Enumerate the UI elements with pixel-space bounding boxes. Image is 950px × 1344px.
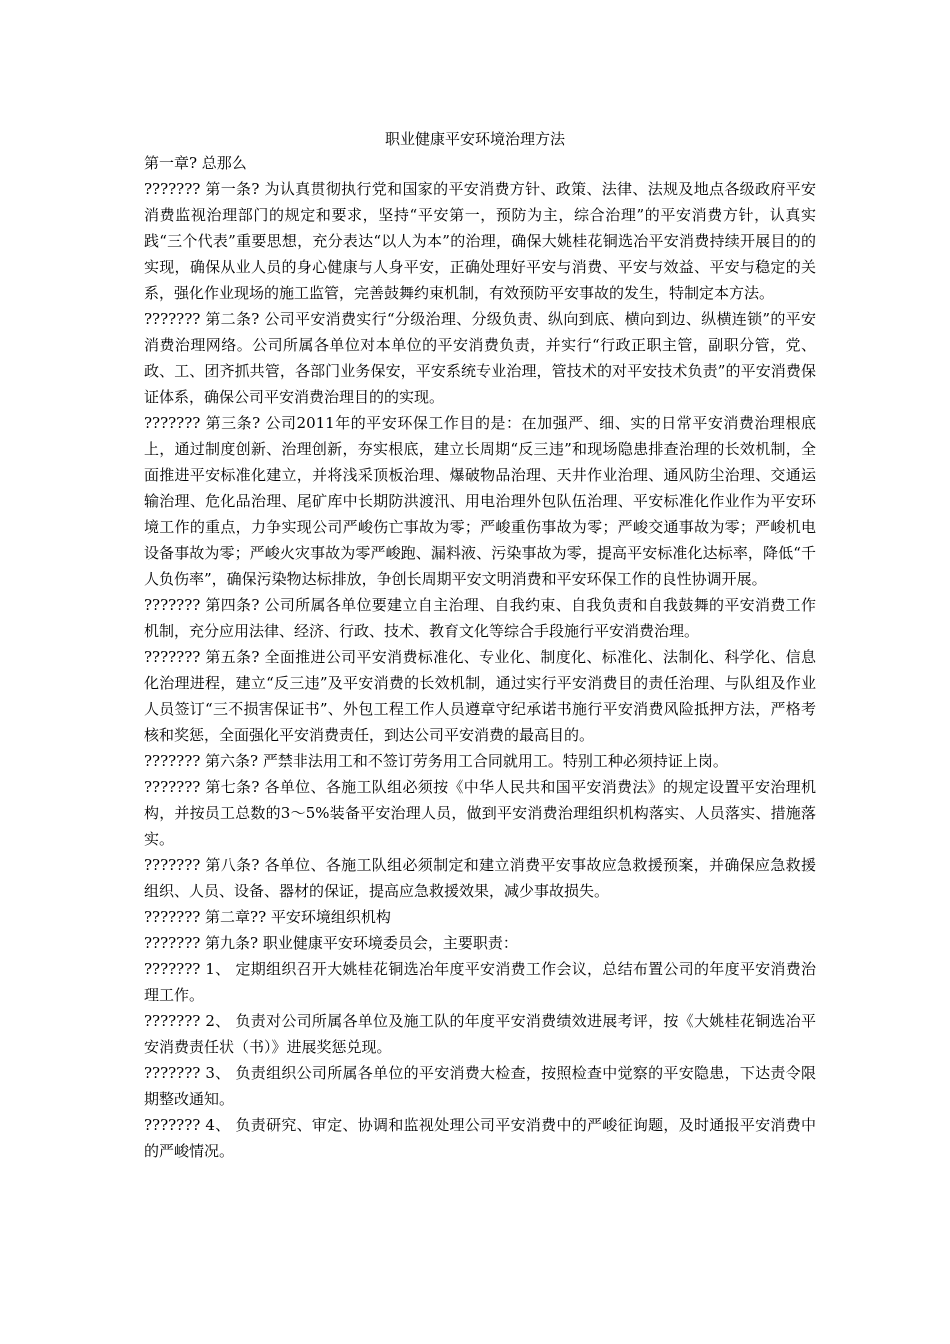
list-item: ??????? 2、 负责对公司所属各单位及施工队的年度平安消费绩效进展考评，按《大姚桂花铜选冶平安消费责任状（书）》进展奖惩兑现。 xyxy=(144,1012,816,1056)
chapter-heading: 第一章? 总那么 xyxy=(144,154,247,172)
list-item: ??????? 3、 负责组织公司所属各单位的平安消费大检查，按照检查中觉察的平安隐患，下达责令限期整改通知。 xyxy=(144,1064,816,1108)
document-title: 职业健康平安环境治理方法 xyxy=(384,130,565,148)
chapter-heading: ??????? 第二章?? 平安环境组织机构 xyxy=(144,908,391,926)
article-paragraph: ??????? 第三条? 公司2011年的平安环保工作目的是：在加强严、细、实的日常平安消费治理根底上，通过制度创新、治理创新，夯实根底，建立长周期“反三违”和现场隐患排查治理的长效机制，全面推进平安标准化建立，并将浅采顶板治理、爆破物品治理、天井作业治理、通风防尘治理、交通运输治理、危化品治理、尾矿库中长期防洪渡汛、用电治理外包队伍治理、平安标准化作业作为平安环境工作的重点，力争实现公司严峻伤亡事故为零；严峻重伤事故为零；严峻交通事故为零；严峻机电设备事故为零；严峻火灾事故为零严峻跑、漏料液、污染事故为零，提高平安标准化达标率，降低“千人负伤率”，确保污染物达标排放，争创长周期平安文明消费和平安环保工作的良性协调开展。 xyxy=(144,414,816,588)
article-paragraph: ??????? 第九条? 职业健康平安环境委员会，主要职责： xyxy=(144,934,518,952)
document-body xyxy=(144,150,816,1164)
article-paragraph: ??????? 第一条? 为认真贯彻执行党和国家的平安消费方针、政策、法律、法规及地点各级政府平安消费监视治理部门的规定和要求，坚持“平安第一，预防为主，综合治理”的平安消费方针，认真实践“三个代表”重要思想，充分表达“以人为本”的治理，确保大姚桂花铜选冶平安消费持续开展目的的实现，确保从业人员的身心健康与人身平安，正确处理好平安与消费、平安与效益、平安与稳定的关系，强化作业现场的施工监管，完善鼓舞约束机制，有效预防平安事故的发生，特制定本方法。 xyxy=(144,180,816,302)
article-paragraph: ??????? 第七条? 各单位、各施工队组必须按《中华人民共和国平安消费法》的规定设置平安治理机构，并按员工总数的3～5%装备平安治理人员，做到平安消费治理组织机构落实、人员落实、措施落实。 xyxy=(144,778,816,848)
list-item: ??????? 4、 负责研究、审定、协调和监视处理公司平安消费中的严峻征询题，及时通报平安消费中的严峻情况。 xyxy=(144,1116,816,1160)
list-item: ??????? 1、 定期组织召开大姚桂花铜选冶年度平安消费工作会议，总结布置公司的年度平安消费治理工作。 xyxy=(144,960,816,1004)
article-paragraph: ??????? 第六条? 严禁非法用工和不签订劳务用工合同就用工。特别工种必须持证上岗。 xyxy=(144,752,728,770)
article-paragraph: ??????? 第四条? 公司所属各单位要建立自主治理、自我约束、自我负责和自我鼓舞的平安消费工作机制，充分应用法律、经济、行政、技术、教育文化等综合手段施行平安消费治理。 xyxy=(144,596,816,640)
article-paragraph: ??????? 第二条? 公司平安消费实行“分级治理、分级负责、纵向到底、横向到边、纵横连锁”的平安消费治理网络。公司所属各单位对本单位的平安消费负责，并实行“行政正职主管，副职分管，党、政、工、团齐抓共管，各部门业务保安，平安系统专业治理，管技术的对平安技术负责”的平安消费保证体系，确保公司平安消费治理目的的实现。 xyxy=(144,310,816,406)
article-paragraph: ??????? 第五条? 全面推进公司平安消费标准化、专业化、制度化、标准化、法制化、科学化、信息化治理进程，建立“反三违”及平安消费的长效机制，通过实行平安消费目的责任治理、与队组及作业人员签订“三不损害保证书”、外包工程工作人员遵章守纪承诺书施行平安消费风险抵押方法，严格考核和奖惩，全面强化平安消费责任，到达公司平安消费的最高目的。 xyxy=(144,648,816,744)
article-paragraph: ??????? 第八条? 各单位、各施工队组必须制定和建立消费平安事故应急救援预案，并确保应急救援组织、人员、设备、器材的保证，提高应急救援效果，减少事故损失。 xyxy=(144,856,816,900)
